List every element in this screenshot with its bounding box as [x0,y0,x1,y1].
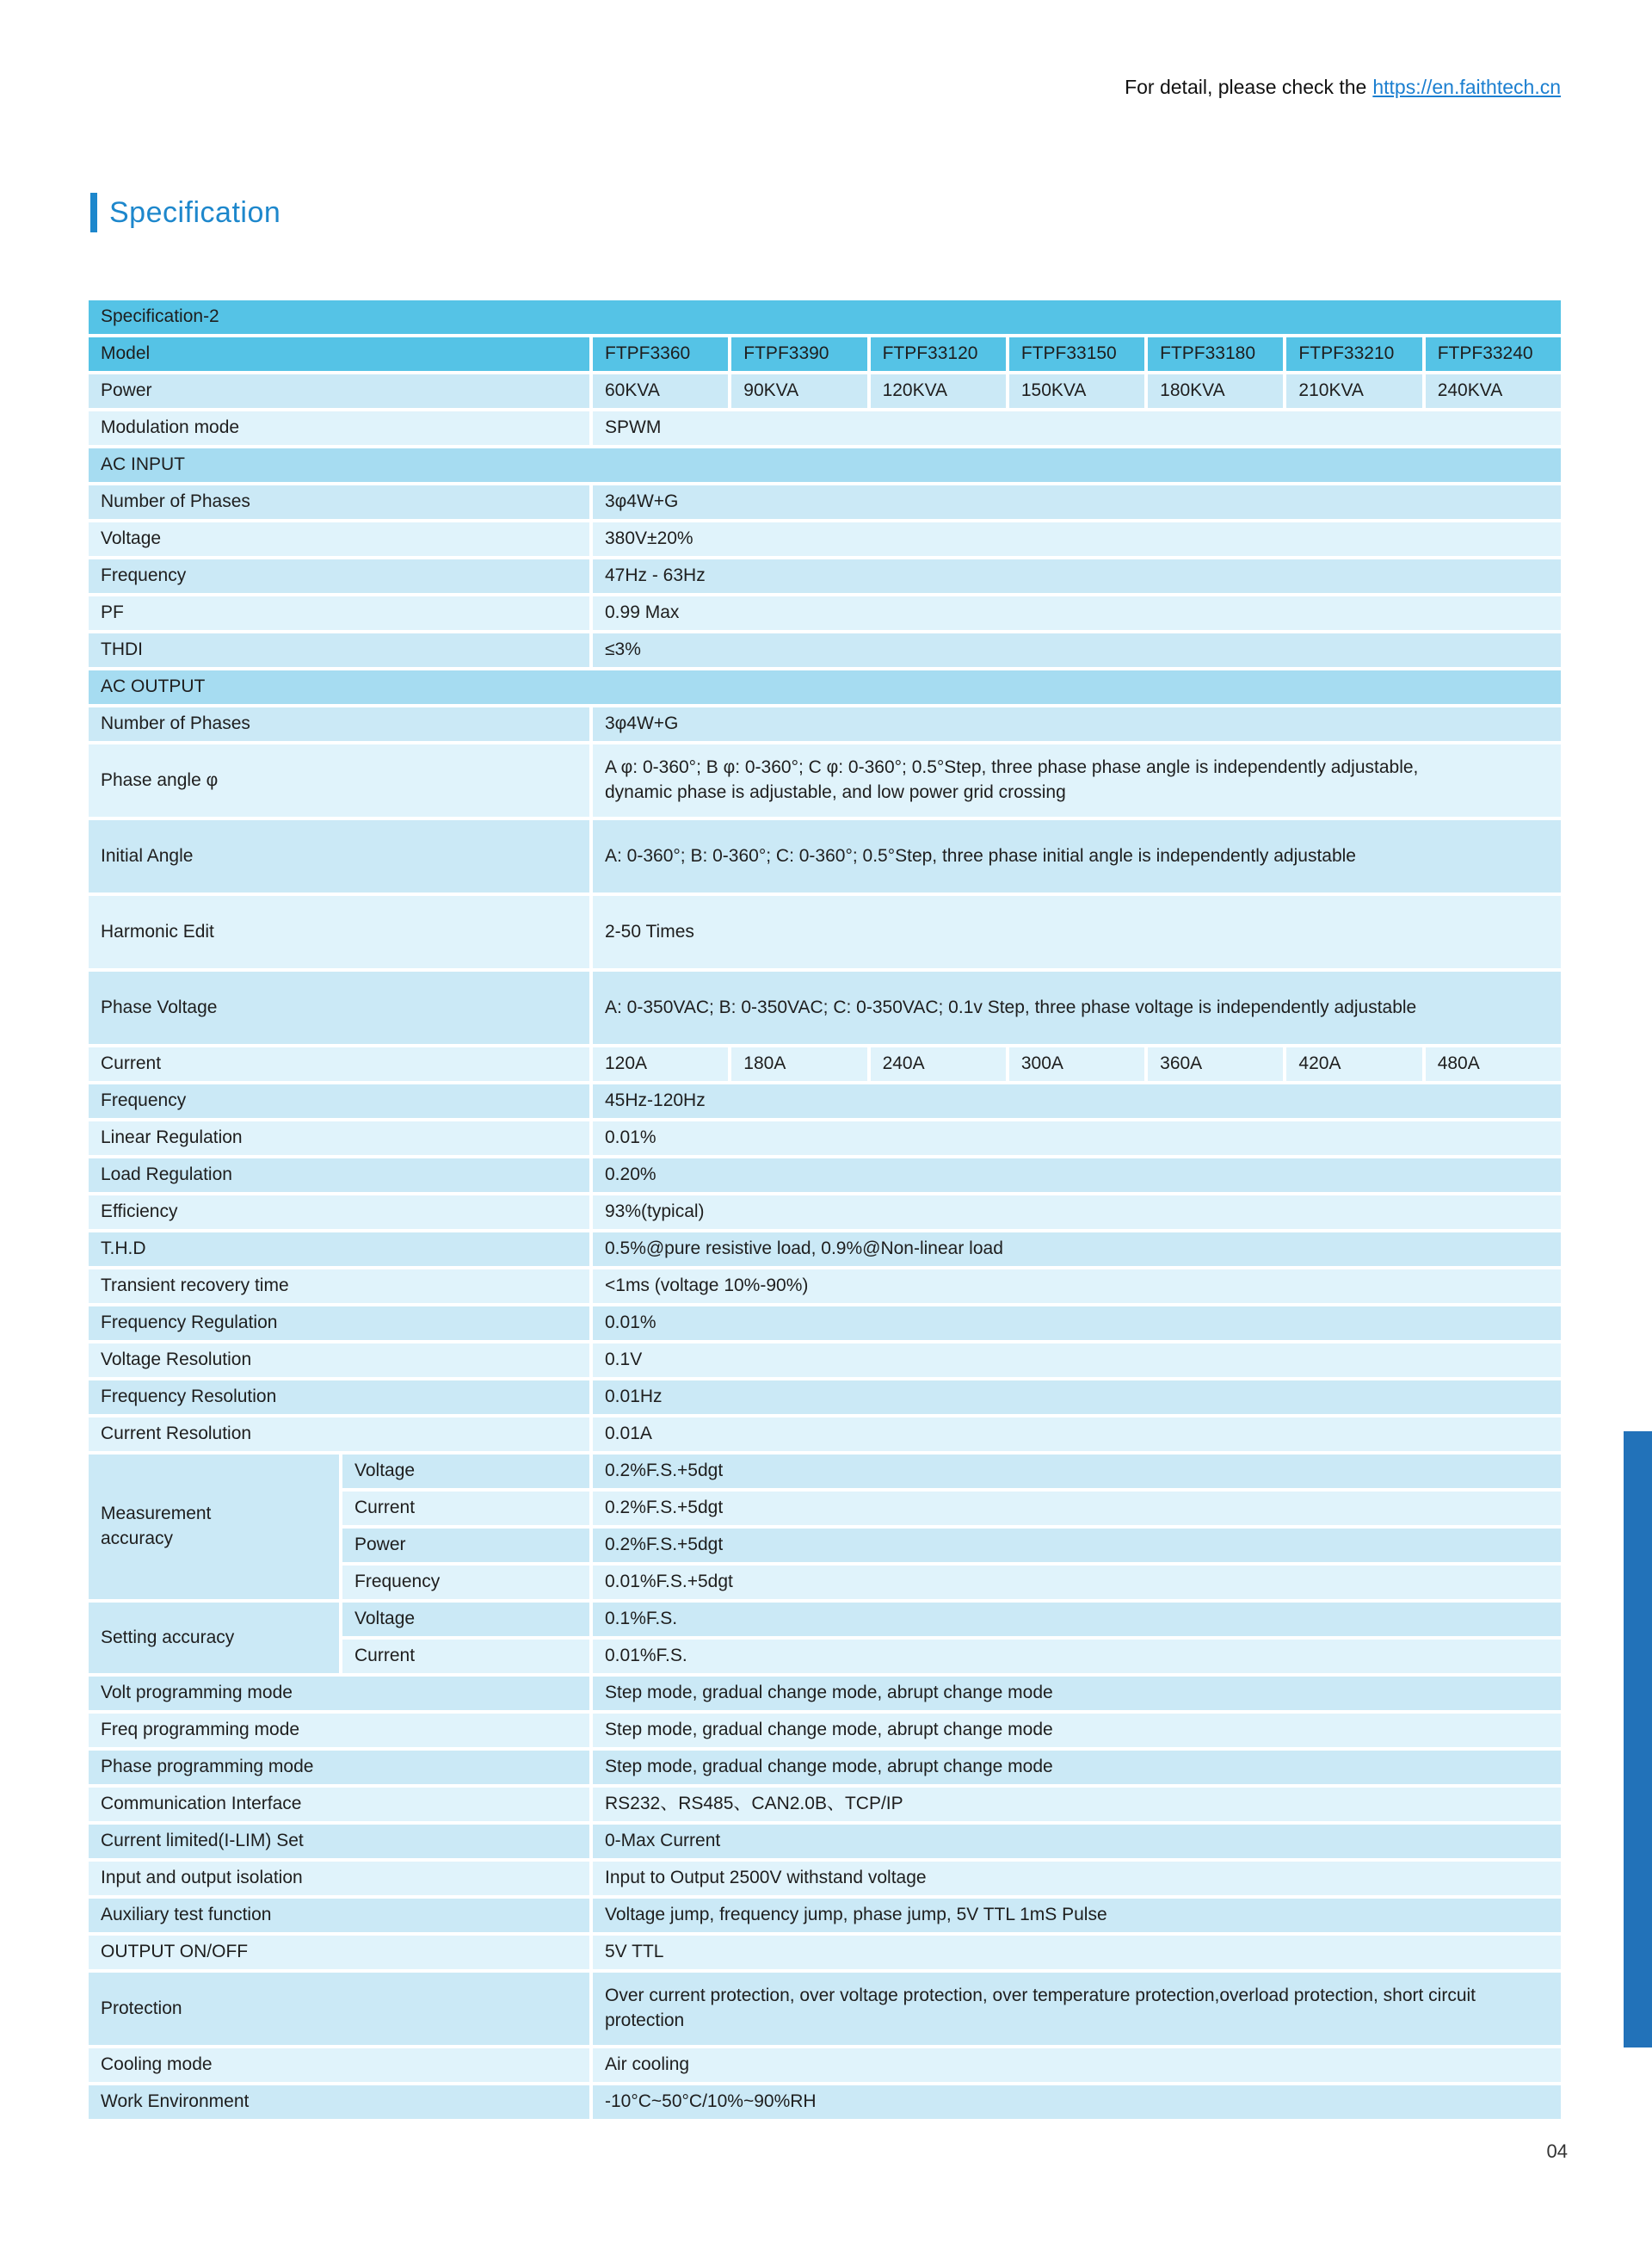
table-row [89,2085,1561,2119]
table-row [89,896,1561,968]
row-label: Frequency [89,1084,589,1118]
table-row [89,374,1561,408]
group-sublabel: Voltage [342,1603,589,1636]
row-value: SPWM [593,411,1561,445]
row-value: Air cooling [593,2048,1561,2082]
row-value: A: 0-360°; B: 0-360°; C: 0-360°; 0.5°Step, three phase initial angle is independently adjustable [593,820,1561,892]
section-title-block [90,193,280,232]
row-value: 3φ4W+G [593,485,1561,519]
header-note-text: For detail, please check the [1125,76,1367,98]
row-label: Model [89,337,589,371]
row-label: PF [89,596,589,630]
row-label: Modulation mode [89,411,589,445]
table-row [89,1158,1561,1192]
table-row [89,596,1561,630]
row-value: 180KVA [1148,374,1283,408]
row-label: Work Environment [89,2085,589,2119]
row-value: 45Hz-120Hz [593,1084,1561,1118]
row-value: Over current protection, over voltage protection, over temperature protection,overload protection, short circuit protection [593,1973,1561,2045]
table-row [89,1417,1561,1451]
table-row [89,522,1561,556]
row-value: FTPF3360 [593,337,728,371]
row-value: 380V±20% [593,522,1561,556]
row-label: Efficiency [89,1195,589,1229]
group-value: 0.2%F.S.+5dgt [593,1455,1561,1488]
table-row [89,1047,1561,1081]
row-label: Volt programming mode [89,1677,589,1710]
spec-table [89,300,1561,2122]
row-value: 150KVA [1009,374,1144,408]
table-row [89,1936,1561,1969]
table-row [89,820,1561,892]
row-label: Frequency [89,559,589,593]
row-value: <1ms (voltage 10%-90%) [593,1269,1561,1303]
table-row [89,485,1561,519]
group-value: 0.01%F.S. [593,1640,1561,1673]
group-value: 0.1%F.S. [593,1603,1561,1636]
row-value: Step mode, gradual change mode, abrupt change mode [593,1751,1561,1784]
table-title-row [89,300,1561,334]
group-sublabel: Current [342,1492,589,1525]
row-value: 47Hz - 63Hz [593,559,1561,593]
table-row [89,972,1561,1044]
table-section-row [89,448,1561,482]
row-label: Linear Regulation [89,1121,589,1155]
row-label: Phase Voltage [89,972,589,1044]
section-label: AC OUTPUT [89,670,1561,704]
row-label: Load Regulation [89,1158,589,1192]
row-label: Current limited(I-LIM) Set [89,1825,589,1858]
row-label: Voltage Resolution [89,1343,589,1377]
row-label: Current [89,1047,589,1081]
section-label: AC INPUT [89,448,1561,482]
header-note [1125,76,1561,99]
row-label: Frequency Resolution [89,1380,589,1414]
table-section-row [89,670,1561,704]
table-row [89,1973,1561,2045]
group-sublabel: Power [342,1529,589,1562]
row-value: A φ: 0-360°; B φ: 0-360°; C φ: 0-360°; 0.5°Step, three phase phase angle is independently adjustable, dynamic phase is adjustable, and low power grid crossing [593,744,1561,817]
row-value: 180A [731,1047,866,1081]
row-value: 240A [871,1047,1006,1081]
table-row [89,1380,1561,1414]
group-value: 0.2%F.S.+5dgt [593,1492,1561,1525]
row-value: 0.1V [593,1343,1561,1377]
row-value: 240KVA [1426,374,1561,408]
row-label: OUTPUT ON/OFF [89,1936,589,1969]
row-value: -10°C~50°C/10%~90%RH [593,2085,1561,2119]
row-value: FTPF33180 [1148,337,1283,371]
row-value: 360A [1148,1047,1283,1081]
row-value: FTPF33210 [1286,337,1421,371]
row-label: THDI [89,633,589,667]
row-value: 0.01Hz [593,1380,1561,1414]
row-value: FTPF33120 [871,337,1006,371]
group-sublabel: Voltage [342,1455,589,1488]
row-value: Input to Output 2500V withstand voltage [593,1862,1561,1895]
row-value: 300A [1009,1047,1144,1081]
row-label: Protection [89,1973,589,2045]
row-label: Phase angle φ [89,744,589,817]
table-row [89,1121,1561,1155]
row-value: 0.01% [593,1306,1561,1340]
table-group-row [89,1455,1561,1599]
table-title: Specification-2 [89,300,1561,334]
row-value: 0.5%@pure resistive load, 0.9%@Non-linear load [593,1232,1561,1266]
row-value: FTPF3390 [731,337,866,371]
row-label: Input and output isolation [89,1862,589,1895]
table-row [89,1677,1561,1710]
row-value: 210KVA [1286,374,1421,408]
table-row [89,2048,1561,2082]
table-row [89,744,1561,817]
group-sublabel: Frequency [342,1566,589,1599]
table-row [89,1232,1561,1266]
row-value: 120A [593,1047,728,1081]
table-row [89,1899,1561,1932]
row-label: Transient recovery time [89,1269,589,1303]
table-row [89,1825,1561,1858]
row-label: Voltage [89,522,589,556]
row-value: Voltage jump, frequency jump, phase jump, 5V TTL 1mS Pulse [593,1899,1561,1932]
table-group-row [89,1603,1561,1673]
group-label: Setting accuracy [89,1603,339,1673]
row-label: Initial Angle [89,820,589,892]
row-label: Frequency Regulation [89,1306,589,1340]
header-link[interactable]: https://en.faithtech.cn [1372,76,1561,98]
row-label: Auxiliary test function [89,1899,589,1932]
row-value: 0.99 Max [593,596,1561,630]
group-value: 0.2%F.S.+5dgt [593,1529,1561,1562]
page-title: Specification [109,195,281,229]
row-value: Step mode, gradual change mode, abrupt change mode [593,1677,1561,1710]
row-value: ≤3% [593,633,1561,667]
row-label: Cooling mode [89,2048,589,2082]
table-row [89,1306,1561,1340]
row-label: Freq programming mode [89,1714,589,1747]
row-value: 0.01A [593,1417,1561,1451]
row-value: A: 0-350VAC; B: 0-350VAC; C: 0-350VAC; 0.1v Step, three phase voltage is independently adjustable [593,972,1561,1044]
row-label: Phase programming mode [89,1751,589,1784]
row-label: Current Resolution [89,1417,589,1451]
row-value: 93%(typical) [593,1195,1561,1229]
row-value: 5V TTL [593,1936,1561,1969]
table-row [89,1343,1561,1377]
row-value: 3φ4W+G [593,707,1561,741]
table-row [89,1269,1561,1303]
table-row [89,1084,1561,1118]
row-value: FTPF33240 [1426,337,1561,371]
row-label: Harmonic Edit [89,896,589,968]
row-value: 480A [1426,1047,1561,1081]
group-sublabel: Current [342,1640,589,1673]
table-row [89,1751,1561,1784]
row-value: 0.20% [593,1158,1561,1192]
row-value: RS232、RS485、CAN2.0B、TCP/IP [593,1788,1561,1821]
table-row [89,707,1561,741]
table-row [89,1714,1561,1747]
side-accent-bar [1624,1431,1652,2047]
page-number: 04 [1546,2140,1568,2162]
group-label: Measurement accuracy [89,1455,339,1599]
row-label: Number of Phases [89,707,589,741]
row-label: Number of Phases [89,485,589,519]
title-accent-bar [90,193,97,232]
table-model-row [89,337,1561,371]
row-value: FTPF33150 [1009,337,1144,371]
row-label: Power [89,374,589,408]
row-value: 60KVA [593,374,728,408]
table-row [89,633,1561,667]
row-value: 420A [1286,1047,1421,1081]
row-value: 0-Max Current [593,1825,1561,1858]
table-row [89,559,1561,593]
row-value: 90KVA [731,374,866,408]
row-value: 0.01% [593,1121,1561,1155]
row-value: 120KVA [871,374,1006,408]
row-label: T.H.D [89,1232,589,1266]
group-value: 0.01%F.S.+5dgt [593,1566,1561,1599]
row-value: Step mode, gradual change mode, abrupt change mode [593,1714,1561,1747]
row-value: 2-50 Times [593,896,1561,968]
row-label: Communication Interface [89,1788,589,1821]
table-row [89,411,1561,445]
table-row [89,1862,1561,1895]
table-row [89,1788,1561,1821]
table-row [89,1195,1561,1229]
